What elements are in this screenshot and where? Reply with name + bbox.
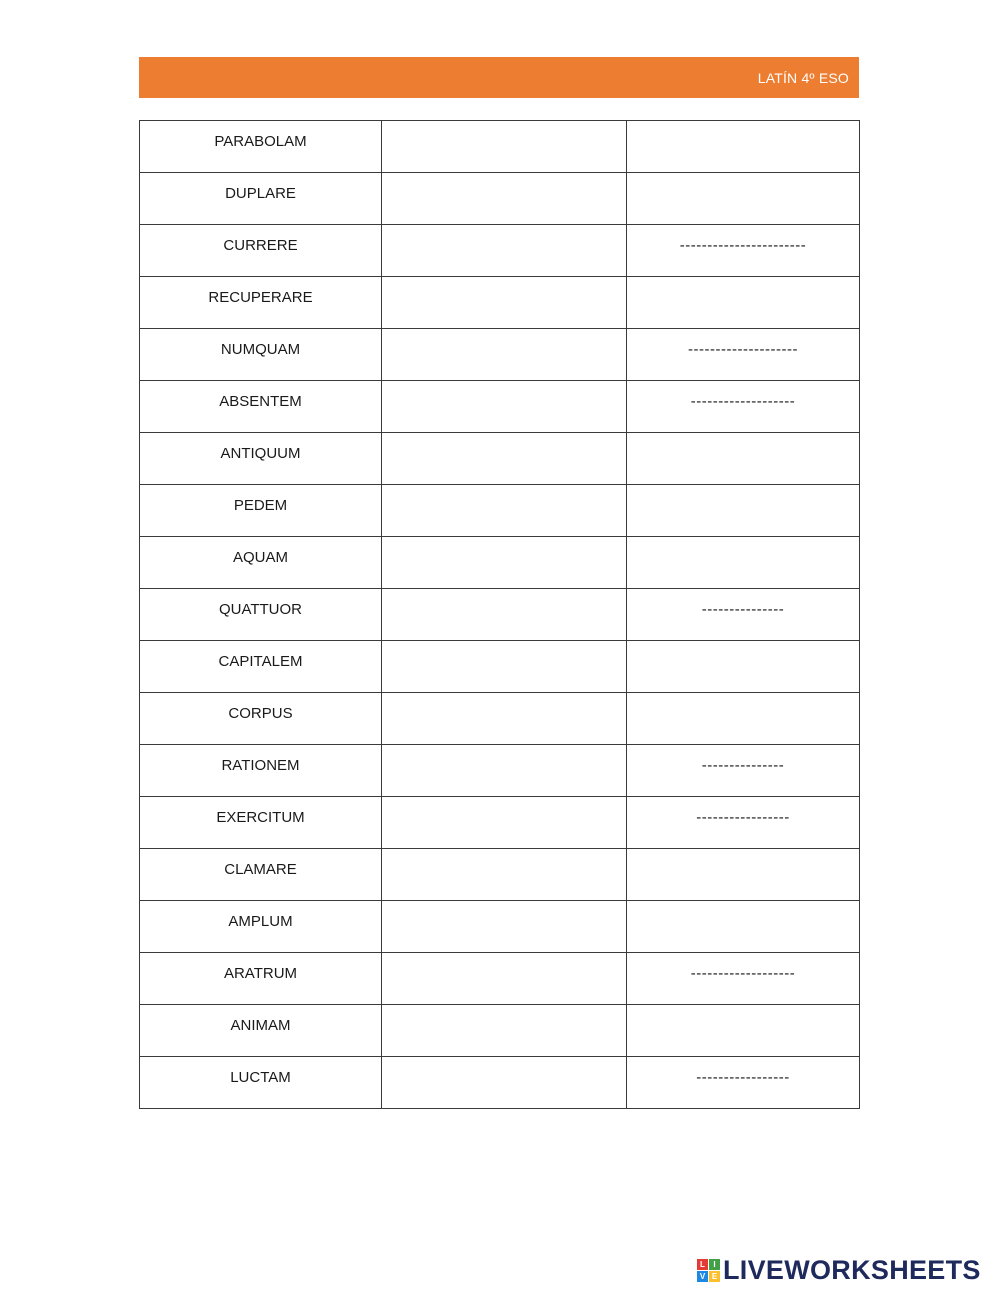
logo-letter: V <box>697 1271 708 1282</box>
answer-input-cell[interactable] <box>382 693 627 745</box>
table-row <box>140 1057 860 1109</box>
answer-input-cell[interactable] <box>382 225 627 277</box>
table-row <box>140 433 860 485</box>
table-row <box>140 953 860 1005</box>
not-applicable-cell: --------------- <box>627 589 860 641</box>
logo-letter: L <box>697 1259 708 1270</box>
not-applicable-cell: -------------------- <box>627 329 860 381</box>
table-row <box>140 589 860 641</box>
latin-word-cell: RECUPERARE <box>140 277 382 329</box>
table-row <box>140 797 860 849</box>
latin-word-cell: PARABOLAM <box>140 121 382 173</box>
table-row <box>140 277 860 329</box>
latin-word-cell: LUCTAM <box>140 1057 382 1109</box>
table-row <box>140 485 860 537</box>
answer-input-cell[interactable] <box>382 173 627 225</box>
header-bar <box>139 57 859 98</box>
answer-input-cell[interactable] <box>627 849 860 901</box>
answer-input-cell[interactable] <box>382 433 627 485</box>
latin-word-cell: CURRERE <box>140 225 382 277</box>
table-row <box>140 1005 860 1057</box>
answer-input-cell[interactable] <box>382 277 627 329</box>
vocabulary-table <box>139 120 860 1109</box>
not-applicable-cell: ----------------------- <box>627 225 860 277</box>
latin-word-cell: ANIMAM <box>140 1005 382 1057</box>
logo-letter: I <box>709 1259 720 1270</box>
answer-input-cell[interactable] <box>627 485 860 537</box>
latin-word-cell: QUATTUOR <box>140 589 382 641</box>
answer-input-cell[interactable] <box>382 537 627 589</box>
latin-word-cell: AMPLUM <box>140 901 382 953</box>
liveworksheets-brand <box>697 1255 981 1285</box>
latin-word-cell: AQUAM <box>140 537 382 589</box>
liveworksheets-logo-icon <box>697 1259 720 1282</box>
answer-input-cell[interactable] <box>382 121 627 173</box>
answer-input-cell[interactable] <box>627 173 860 225</box>
logo-letter: E <box>709 1271 720 1282</box>
answer-input-cell[interactable] <box>627 641 860 693</box>
answer-input-cell[interactable] <box>382 641 627 693</box>
latin-word-cell: NUMQUAM <box>140 329 382 381</box>
table-row <box>140 121 860 173</box>
answer-input-cell[interactable] <box>382 1057 627 1109</box>
table-row <box>140 381 860 433</box>
table-row <box>140 693 860 745</box>
not-applicable-cell: ----------------- <box>627 1057 860 1109</box>
latin-word-cell: ANTIQUUM <box>140 433 382 485</box>
answer-input-cell[interactable] <box>382 745 627 797</box>
answer-input-cell[interactable] <box>382 849 627 901</box>
answer-input-cell[interactable] <box>382 381 627 433</box>
table-row <box>140 537 860 589</box>
answer-input-cell[interactable] <box>627 537 860 589</box>
answer-input-cell[interactable] <box>382 797 627 849</box>
not-applicable-cell: ------------------- <box>627 381 860 433</box>
not-applicable-cell: ------------------- <box>627 953 860 1005</box>
table-row <box>140 329 860 381</box>
answer-input-cell[interactable] <box>382 1005 627 1057</box>
latin-word-cell: DUPLARE <box>140 173 382 225</box>
table-row <box>140 173 860 225</box>
latin-word-cell: CORPUS <box>140 693 382 745</box>
answer-input-cell[interactable] <box>627 277 860 329</box>
answer-input-cell[interactable] <box>627 693 860 745</box>
latin-word-cell: PEDEM <box>140 485 382 537</box>
answer-input-cell[interactable] <box>382 329 627 381</box>
not-applicable-cell: --------------- <box>627 745 860 797</box>
answer-input-cell[interactable] <box>627 901 860 953</box>
latin-word-cell: ARATRUM <box>140 953 382 1005</box>
answer-input-cell[interactable] <box>627 121 860 173</box>
latin-word-cell: EXERCITUM <box>140 797 382 849</box>
answer-input-cell[interactable] <box>382 485 627 537</box>
answer-input-cell[interactable] <box>382 953 627 1005</box>
brand-text: LIVEWORKSHEETS <box>723 1254 981 1285</box>
latin-word-cell: ABSENTEM <box>140 381 382 433</box>
table-row <box>140 849 860 901</box>
latin-word-cell: RATIONEM <box>140 745 382 797</box>
table-row <box>140 641 860 693</box>
header-title: LATÍN 4º ESO <box>757 69 849 86</box>
answer-input-cell[interactable] <box>382 901 627 953</box>
latin-word-cell: CLAMARE <box>140 849 382 901</box>
table-row <box>140 745 860 797</box>
answer-input-cell[interactable] <box>382 589 627 641</box>
not-applicable-cell: ----------------- <box>627 797 860 849</box>
latin-word-cell: CAPITALEM <box>140 641 382 693</box>
answer-input-cell[interactable] <box>627 433 860 485</box>
table-row <box>140 225 860 277</box>
answer-input-cell[interactable] <box>627 1005 860 1057</box>
table-row <box>140 901 860 953</box>
